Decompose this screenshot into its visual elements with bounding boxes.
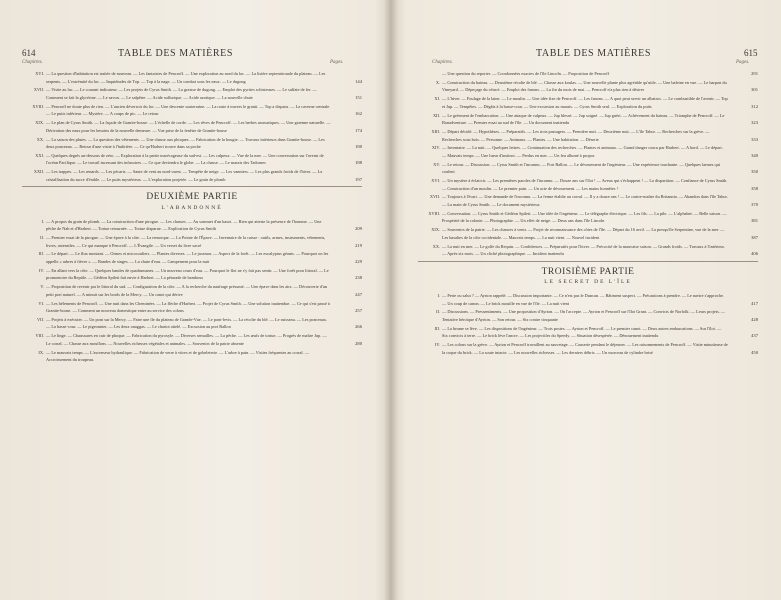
chapter-number: XV. [433,161,440,167]
chapter-number: IX. [38,349,44,355]
page-ref: 333 [751,136,758,142]
chapter-number: XXII. [33,169,44,175]
toc-entry [418,325,758,340]
chapter-number: XX. [36,136,44,142]
toc-entry [22,119,362,134]
page-ref: 257 [355,308,362,314]
chapter-number: VII. [36,316,44,322]
chapter-number: I. [437,292,440,298]
part-subtitle: L'ABANDONNÉ [161,205,223,212]
toc-entry [418,226,758,241]
running-head: TABLE DES MATIÈRES [118,48,233,59]
chapter-number: XIX. [431,227,440,233]
chapter-number: XVI. [35,71,44,76]
toc-entry [418,95,758,110]
toc-entry [22,86,362,101]
chapter-summary: — Le plan de Cyrus Smith. — La façade de Granite-house. — L'échelle de corde. — Les rêves de Pencroff. — Les herbes aromatiques. — Une garenne naturelle. — Dérivation des eaux pour les besoins de la nouvelle demeure. — Vue prise de la fenêtre de Granite-house [46,120,331,133]
page-ref: 238 [355,275,362,281]
toc-list [22,218,362,364]
toc-entry [22,300,362,315]
toc-entry [418,128,758,143]
toc-entry [22,316,362,331]
chapter-summary: — Perte ou salut ? — Ayrton rappelé. — Discussion importante. — Ce n'est pas le Duncan. — Bâtiment suspect. — Précautions à prendre. — Le navire s'approche. — Un coup de canon. — Le brick mouille en vue de l'île. — La nuit vient [442,292,724,306]
left-page [0,0,386,600]
chapter-number: V. [40,284,44,290]
toc-list [418,292,758,356]
chapter-number: IV. [434,342,440,348]
page-ref: 323 [751,120,758,126]
column-label-chapters: Chapitres. [432,60,453,65]
chapter-number: II. [40,235,44,240]
page-ref: 437 [751,333,758,339]
chapter-number: I. [41,218,44,224]
chapter-summary: — Les trappes. — Les renards. — Les pécaris. — Saute de vent au nord-ouest. — Tempête de neige. — Les vanniers. — Les plus grands froids de l'hiver. — La cristallisation du sucre d'érable. — Le puits mystérieux. — L'exploration projetée. — Le grain de plomb [46,169,323,182]
toc-entry [418,144,758,159]
page-ref: 174 [355,127,362,133]
chapter-number: XI. [434,96,440,102]
toc-list [22,70,362,183]
chapter-summary: — Un mystère à éclaircir. — Les premières paroles de l'inconnu. — Douze ans sur l'îlot ! — Aveux qui s'échappent ! — La disparition. — Confiance de Cyrus Smith. — Construction d'un moulin. — Le premier pain. — Un acte de dévouement. — Les mains honnêtes ! [442,178,728,191]
divider [22,186,362,187]
page-ref: 312 [751,103,758,109]
page-ref: 387 [751,234,758,240]
chapter-summary: — Quelques degrés au-dessous de zéro. — Exploration à la partie marécageuse du sud-est. — Les culpeux. — Vue de la mer. — Une conversation sur l'avenir de l'océan Pacifique. — Le travail incessant des infusoires. — Ce que deviendra le globe. — La chasse. — Le marais des Tadornes [46,152,324,166]
chapter-summary: — Proposition de revenir par le littoral du sud. — Configuration de la côte. — A la recherche du naufrage présumé. — Une épave dans les airs. — Découverte d'un petit port naturel. — A minuit sur les bords de la Mercy. — Un canot qui dérive [46,284,328,297]
chapter-summary: — Le retour. — Discussion. — Cyrus Smith et l'inconnu. — Port Ballon. — Le dévouement de l'ingénieur. — Une expérience touchante. — Quelques larmes qui coulent [442,161,721,175]
page-ref: 144 [355,78,362,84]
page-number: 615 [744,48,758,58]
page-ref: 266 [355,324,362,330]
toc-entry [418,79,758,94]
chapter-number: VIII. [35,333,44,339]
page-ref: 370 [751,202,758,207]
toc-entry [418,112,758,127]
chapter-number: III. [38,251,44,257]
toc-entry [22,332,362,347]
page-ref: 151 [355,94,362,100]
toc-block-left [22,70,362,365]
page-ref: 417 [751,300,758,306]
toc-entry [418,341,758,356]
chapter-summary: — La saison des pluies. — La question des vêtements. — Une chasse aux phoques. — Fabrication de la bougie. — Travaux intérieurs dans Granite-house. — Les deux ponceaux. — Retour d'une visite à l'huîtrière. — Ce qu'Harbert trouve dans sa poche [46,136,325,150]
toc-entry [22,267,362,282]
chapter-summary: — Toujours à l'écart. — Une demande de l'inconnu. — La ferme établie au corral. — Il y a douze ans ! — Le contre-maître du Britannia. — Abandon dans l'île Tabor. — La main de Cyrus Smith. — Le document mystérieux [442,194,728,207]
page-ref: 450 [751,349,758,355]
page-ref: 381 [751,218,758,224]
toc-block-right [418,70,758,357]
part-title: DEUXIÈME PARTIE [146,192,238,203]
toc-entry [418,210,758,225]
chapter-number: IV. [38,267,44,273]
column-label-chapters: Chapitres. [22,60,43,65]
chapter-summary: — Visite au lac. — Le courant indicateur. — Les projets de Cyrus Smith. — La graisse de dugong. — Emploi des pyrites schisteuses. — Le sulfate de fer. — Comment se fait la glycérine. — Le savon. — Le salpêtre. — Acide sulfurique. — Acide azotique. — La nouvelle chute [46,87,317,100]
running-head: TABLE DES MATIÈRES [536,48,651,59]
chapter-number: XVIII. [32,103,44,109]
chapter-number: XVII. [429,194,440,200]
right-page [396,0,781,600]
chapter-number: XII. [432,112,440,118]
toc-entry [418,308,758,323]
chapter-summary: — Le mauvais temps. — L'ascenseur hydraulique. — Fabrication de verre à vitres et de gobeleterie. — L'arbre à pain. — Visites fréquentes au corral. — Accroissement du troupeau. [46,349,309,363]
toc-entry [22,250,362,265]
chapter-number: XX. [432,243,440,249]
page-ref: 280 [355,340,362,346]
toc-entry [22,70,362,85]
chapter-number: XVIII. [428,210,440,216]
chapter-summary: — Discussions. — Pressentiments. — Une proposition d'Ayrton. — On l'accepte. — Ayrton et Pencroff sur l'îlot Grant. — Convicts de Norfolk. — Leurs projets. — Tentative héroïque d'Ayrton. — Son retour. — Six contre cinquante [442,309,726,322]
part-title: TROISIÈME PARTIE [541,266,635,277]
page-ref: 406 [751,251,758,257]
chapter-number: II. [436,309,440,315]
part-subtitle: LE SECRET DE L'ÎLE [544,279,632,286]
column-label-pages: Pages. [736,60,750,65]
chapter-summary: — Les hélements de Pencroff. — Une nuit dans les Cheminées. — La flèche d'Harbert. — Projet de Cyrus Smith. — Une solution inattendue. — Ce qui s'est passé à Granite-house. — Comment un nouveau domestique entre au service des colons [46,300,330,314]
chapter-summary: — En allant vers la côte. — Quelques bandes de quadrumanes. — Un nouveau cours d'eau. — Pourquoi le flot ne s'y fait pas sentir. — Une forêt pour littoral. — Le promontoire du Reptile. — Gédéon Spilett fait envie à Harbert. — La pétarade de bambous [46,267,329,281]
toc-list [418,70,758,258]
chapter-summary: — Construction du bateau. — Deuxième récolte de blé. — Chasse aux koulas. — Une nouvelle plante plus agréable qu'utile. — Une baleine en vue. — Le harpon du Vineyard. — Dépeçage du cétacé. — Emploi des fanons. — La fin du mois de mai. — Pencroff n'a plus rien à désirer [442,79,727,93]
chapter-number: XIX. [35,120,44,126]
page-number: 614 [22,48,36,58]
page-ref: 247 [355,291,362,297]
page-ref: 197 [355,176,362,182]
page-ref: 428 [751,316,758,322]
column-label-pages: Pages. [330,60,344,65]
page-ref: 209 [355,226,362,232]
chapter-summary: — Conversation. — Cyrus Smith et Gédéon Spilett. — Une idée de l'ingénieur. — Le télégraphe électrique. — Les fils. — La pile. — L'alphabet. — Belle saison. — Prospérité de la colonie. — Photographie. — Un effet de neige. — Deux ans dans l'île Lincoln [442,210,727,224]
page-ref: 340 [751,152,758,158]
page-ref: 358 [751,185,758,191]
page-ref: 301 [751,87,758,93]
toc-entry [22,136,362,151]
page-ref: 219 [355,242,362,248]
chapter-number: XIII. [431,128,440,134]
toc-entry [22,234,362,249]
chapter-summary: — Le gréement de l'embarcation. — Une attaque de culpeux. — Jup blessé. — Jup soigné. — Jup guéri. — Achèvement du bateau. — Triomphe de Pencroff. — Le Bonadventure. — Premier essai au sud de l'île. — Un document inattendu [442,112,725,126]
chapter-summary: — La brume se lève. — Les dispositions de l'ingénieur. — Trois postes. — Ayrton et Pencroff. — Le premier canot. — Deux autres embarcations. — Sur l'îlot. — Six convicts à terre. — Le brick lève l'ancre. — Les projectiles du Speedy. — Situation désespérée. — Dénouement inattendu [442,325,722,339]
toc-entry [22,152,362,167]
chapter-number: XXI. [35,152,44,158]
chapter-number: X. [435,79,440,85]
chapter-summary: — Pencroff ne doute plus de rien. — L'ancien déversoir du lac. — Une descente souterraine. — La route à travers le granit. — Top a disparu. — La caverne centrale. — Le puits inférieur. — Mystère. — A coups de pic. — Le retour [46,103,331,117]
chapter-summary: — La question d'habitation est traitée de nouveau. — Les fantaisies de Pencroff. — Une exploration au nord du lac. — La lisière septentrionale du plateau. — Les serpents. — L'extrémité du lac. — Inquiétudes de Top. — Top à la nage. — Un combat sous les eaux. — Le dugong [46,71,326,84]
chapter-summary: — Projets à exécuter. — Un pont sur la Mercy. — Faire une île du plateau de Grande-Vue. — Le pont-levis. — La récolte du blé. — Le ruisseau. — Les ponceaux. — La basse-cour. — Le pigeonnier. — Les deux onaggas. — Le chariot attelé. — Excursion au port Ballon [46,316,328,330]
toc-entry [22,218,362,233]
divider [418,261,758,262]
page-ref: 291 [751,71,758,76]
page-ref: 162 [355,111,362,117]
chapter-number: VI. [38,300,44,306]
toc-entry [418,193,758,208]
toc-entry [418,70,758,78]
chapter-summary: — A propos du grain de plomb. — La construction d'une pirogue. — Les chasses. — Au sommet d'un kauri. — Rien qui atteste la présence de l'homme. — Une pêche de Nab et d'Harbert. — Tortue retournée. — Tortue disparue. — Explication de Cyrus Smith [46,218,322,232]
toc-entry [22,283,362,298]
toc-entry [418,177,758,192]
chapter-summary: — Premier essai de la pirogue. — Une épave à la côte. — La remorque. — La Pointe de l'Épave. — Inventaire de la caisse : outils, armes, instruments, vêtements, livres, ustensiles. — Ce qui manque à Pencroff. — L'Évangile. — Un verset du livre sacré [46,235,326,248]
chapter-summary: — Souvenirs de la patrie. — Les chances à venir. — Projet de reconnaissance des côtes de l'île. — Départ du 16 avril. — La presqu'île Serpentine, vue de la mer. — Les basaltes de la côte occidentale. — Mauvais temps. — La nuit vient. — Nouvel incident [442,227,725,240]
toc-entry [418,243,758,258]
toc-entry [22,168,362,183]
chapter-number: XVII. [33,87,44,93]
page-ref: 180 [355,144,362,150]
toc-entry [22,103,362,118]
chapter-number: XVI. [431,178,440,184]
chapter-summary: — Le départ. — Le flux montant. — Ormes et micocouliers. — Plantes diverses. — Le jacamar. — Aspect de la forêt. — Les eucalyptus géants. — Pourquoi on les appelle « arbres à fièvre ». — Bandes de singes. — La chute d'eau. — Campement pour la nuit [46,251,329,264]
chapter-summary: — Les colons sur la grève. — Ayrton et Pencroff travaillent au sauvetage. — Causerie pendant le déjeuner. — Les raisonnements de Pencroff. — Visite minutieuse de la coque du brick. — La soute intacte. — Les nouvelles richesses. — Les derniers débris. — Un morceau de cylindre brisé [442,342,728,355]
chapter-summary: — La nuit en mer. — Le golfe du Requin. — Confidences. — Préparatifs pour l'hiver. — Précocité de la mauvaise saison. — Grands froids. — Travaux à l'intérieur. — Après six mois. — Un cliché photographique. — Incident inattendu [442,243,725,257]
chapter-summary: — Inventaire. — La nuit. — Quelques lettres. — Continuation des recherches. — Plantes et animaux. — Grand danger couru par Harbert. — A bord. — Le départ. — Mauvais temps. — Une lueur d'instinct. — Perdus en mer. — Un feu allumé à propos [442,145,723,158]
chapter-number: III. [434,325,440,331]
chapter-summary: — Départ décidé. — Hypothèses. — Préparatifs. — Les trois passagers. — Première nuit. — Deuxième nuit. — L'île Tabor. — Recherches sur la grève. — Recherches sous bois. — Personne. — Animaux. — Plantes. — Une habitation. — Déserte [442,128,710,142]
chapter-summary: — L'hiver. — Foulage de la laine. — Le moulin. — Une idée fixe de Pencroff. — Les fanons. — A quoi peut servir un albatros. — Le combustible de l'avenir. — Top et Jup. — Tempêtes. — Dégâts à la basse-cour. — Une excursion au marais. — Cyrus Smith seul. — Exploration du puits [442,96,728,109]
toc-entry [418,292,758,307]
page-ref: 350 [751,169,758,175]
chapter-summary: — Le linge. — Chaussures en cuir de phoque. — Fabrication du pyroxyle. — Diverses semailles. — La pêche. — Les œufs de tortue. — Progrès de maître Jup. — Le corral. — Chasse aux mouflons. — Nouvelles richesses végétales et animales. — Souvenirs de la patrie absente [46,333,327,346]
toc-entry [22,349,362,364]
chapter-summary: — Une question du reporter. — Coordonnées exactes de l'île Lincoln. — Proposition de Pencroff [442,71,610,76]
page-ref: 188 [355,160,362,166]
page-ref: 229 [355,258,362,264]
chapter-number: XIV. [431,145,440,151]
toc-entry [418,161,758,176]
